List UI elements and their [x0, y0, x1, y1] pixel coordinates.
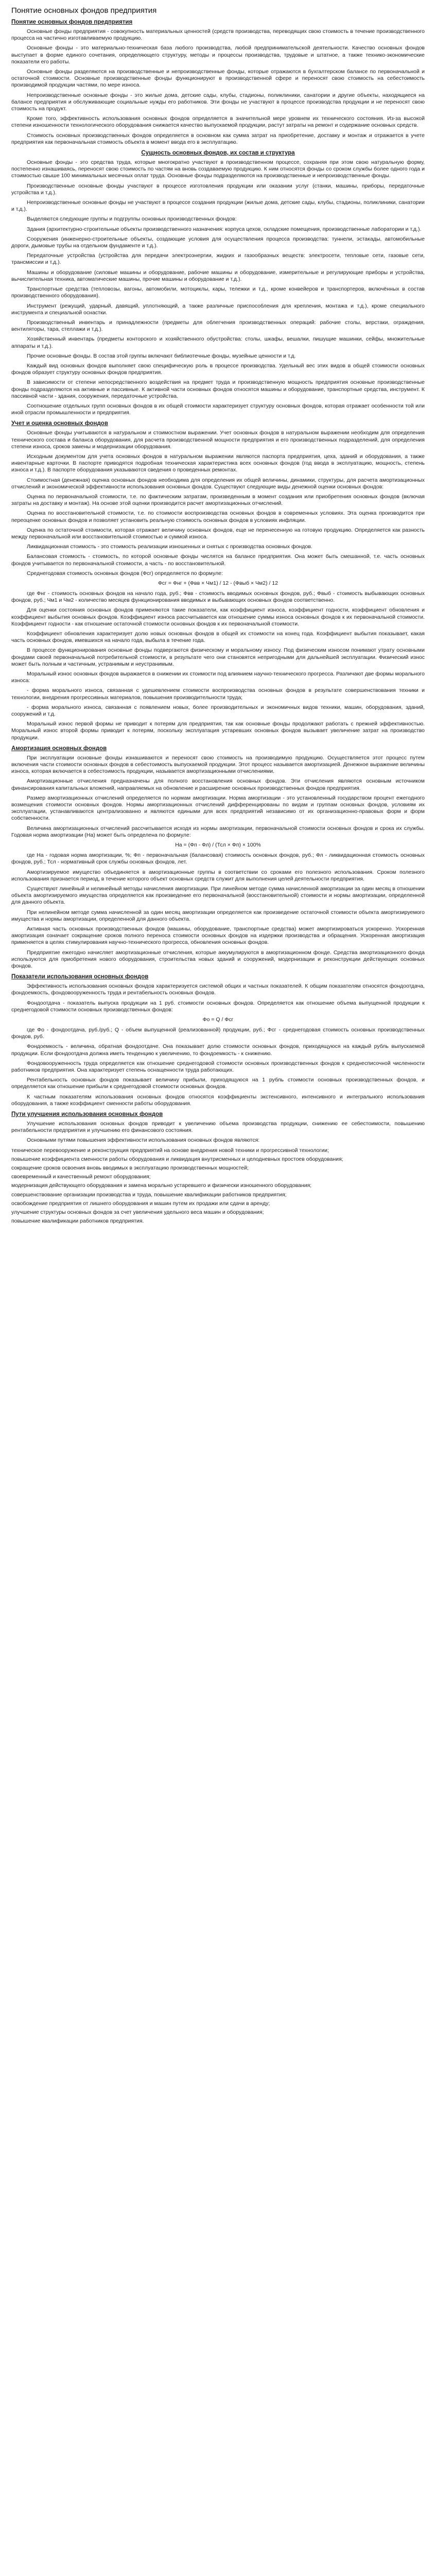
page-title: Понятие основных фондов предприятия [11, 6, 157, 15]
list-item: техническое перевооружение и реконструкция предприятий на основе внедрения новой техники и прогрессивной технологии; [11, 1147, 329, 1154]
paragraph: Основные фонды - это средства труда, которые многократно участвуют в производственном процессе, сохраняя при этом свою натуральную форму, постепенно изнашиваясь, переносят свою стоимость по частям на вновь создаваемую продукцию. К ним относятся фонды со сроком службы более одного года и стоимостью свыше 100 минимальных месячных оплат труда. Основные фонды подразделяются на производственные и непроизводственные фонды. [11, 159, 425, 179]
list-item: совершенствование организации производства и труда, повышение квалификации работников предприятия; [11, 1191, 287, 1198]
paragraph: Размер амортизационных отчислений определяется по нормам амортизации. Норма амортизации - это установленный государством процент ежегодного возмещения стоимости основных фондов. Нормы амортизационных отчислений дифференцированы по видам и группам основных фондов, условиям их эксплуатации, устанавливаются централизованно и являются едиными для всех предприятий независимо от их организационно-правовых форм и форм собственности. [11, 794, 425, 822]
paragraph: Для оценки состояния основных фондов применяются такие показатели, как коэффициент износа, коэффициент годности, коэффициент обновления и коэффициент выбытия основных фондов. Коэффициент износа рассчитывается как отношение суммы износа основных фондов к их первоначальной стоимости. Коэффициент годности - как отношение остаточной стоимости основных фондов к их первоначальной стоимости. [11, 607, 425, 627]
section [11, 150, 425, 416]
paragraph: Стоимостная (денежная) оценка основных фондов необходима для определения их общей величины, динамики, структуры, для расчета амортизационных отчислений и экономической эффективности использования основных фондов. Существуют следующие виды денежной оценки основных фондов: [11, 477, 425, 490]
paragraph: Здания (архитектурно-строительные объекты производственного назначения: корпуса цехов, складские помещения, производственные лаборатории и т.д.). [27, 226, 422, 232]
paragraph: При нелинейном методе сумма начисленной за один месяц амортизации определяется как произведение остаточной стоимости объекта амортизируемого имущества и нормы амортизации, определенной для данного объекта. [11, 909, 425, 922]
bullet-list [11, 1147, 425, 1225]
paragraph: Транспортные средства (тепловозы, вагоны, автомобили, мотоциклы, кары, тележки и т.д., кроме конвейеров и транспортеров, включённых в состав производственного оборудования). [11, 286, 425, 299]
paragraph: Основные фонды - это материально-техническая база любого производства, любой предпринимательской деятельности. Качество основных фондов выступает в форме единого сочетания, определяющего структуру, методы и процессы производства, трудовые и штатное, а также технико-экономические показатели его работы. [11, 45, 425, 65]
paragraph: Балансовая стоимость - стоимость, по которой основные фонды числятся на балансе предприятия. Она может быть смешанной, т.е. часть основных фондов учитывается по первоначальной стоимости, а часть - по восстановительной. [11, 553, 425, 567]
paragraph: В зависимости от степени непосредственного воздействия на предмет труда и производственную мощность предприятия основные производственные фонды подразделяются на активные и пассивные. К активной части основных фондов относятся машины и оборудование, транспортные средства, инструмент. К пассивной части - здания, сооружения, передаточные устройства. [11, 379, 425, 399]
paragraph: Основные фонды разделяются на производственные и непроизводственные фонды, которые отражаются в бухгалтерском балансе по первоначальной и остаточной стоимости. Основные производственные фонды функционируют в производственной сфере и переносят свою стоимость на себестоимость производимой продукции частями, по мере износа. [11, 69, 425, 89]
list-item: сокращение сроков освоения вновь вводимых в эксплуатацию производственных мощностей; [11, 1165, 249, 1171]
paragraph: Соотношение отдельных групп основных фондов в их общей стоимости характеризует структуру основных фондов, которая отражает особенности той или иной отрасли промышленности и предприятия. [11, 402, 425, 416]
paragraph: Исходным документом для учета основных фондов в натуральном выражении являются паспорта предприятия, цеха, зданий и оборудования, а также инвентарные карточки. В паспорте приводятся подробная техническая характеристика всех основных фондов (год ввода в эксплуатацию, мощность, степень износа и т.д.). В паспорте оборудования указываются сведения о проведенных ремонтах. [11, 453, 425, 473]
paragraph: Непроизводственные основные фонды - это жилые дома, детские сады, клубы, стадионы, поликлиники, санатории и другие объекты, находящиеся на балансе предприятия и обслуживающие социальные нужды его работников. Эти фонды не участвуют в процессе производства продукции и не переносят свою стоимость на продукт. [11, 92, 425, 112]
paragraph: В процессе функционирования основные фонды подвергаются физическому и моральному износу. Под физическим износом понимают утрату основными фондами своей первоначальной потребительной стоимости, в результате чего они становятся непригодными для дальнейшей эксплуатации. Физический износ может быть полным и частичным, устранимым и неустранимым. [11, 647, 425, 667]
paragraph: Инструмент (режущий, ударный, давящий, уплотняющий, а также различные приспособления для крепления, монтажа и т.д.), кроме специального инструмента и специальной оснастки. [11, 302, 425, 316]
section-heading: Пути улучшения использования основных фондов [11, 1111, 163, 1117]
paragraph: Величина амортизационных отчислений рассчитывается исходя из нормы амортизации, первоначальной стоимости основных фондов и срока их службы. Годовая норма амортизации (На) может быть определена по формуле: [11, 825, 425, 838]
paragraph: - форма морального износа, связанная с появлением новых, более производительных и экономичных видов техники, машин, оборудования, зданий, сооружений и т.д. [11, 704, 425, 718]
paragraph: Амортизационные отчисления предназначены для полного восстановления основных фондов. Эти отчисления являются основным источником финансирования капитальных вложений, направляемых на обновление и расширение основных производственных фондов предприятия. [11, 778, 425, 791]
paragraph: Машины и оборудование (силовые машины и оборудование, рабочие машины и оборудование, измерительные и регулирующие приборы и устройства, вычислительная техника, автоматические машины, прочие машины и оборудование и т.д.). [11, 269, 425, 282]
list-item: повышение коэффициента сменности работы оборудования и ликвидация внутрисменных и целодневных простоев оборудования; [11, 1156, 343, 1162]
paragraph: Выделяются следующие группы и подгруппы основных производственных фондов: [27, 216, 237, 223]
list-item: своевременный и качественный ремонт оборудования; [11, 1174, 151, 1180]
section [11, 19, 425, 146]
paragraph: Коэффициент обновления характеризует долю новых основных фондов в общей их стоимости на конец года. Коэффициент выбытия показывает, какая часть основных фондов, имевшихся на начало года, выбыла в течение года. [11, 631, 425, 644]
paragraph: Оценка по восстановительной стоимости, т.е. по стоимости воспроизводства основных фондов в современных условиях. Эта оценка производится при переоценке основных фондов и позволяет установить реальную стоимость основных фондов в условиях инфляции. [11, 510, 425, 523]
section [11, 420, 425, 741]
paragraph: где На - годовая норма амортизации, %; Фп - первоначальная (балансовая) стоимость основных фондов, руб.; Фл - ликвидационная стоимость основных фондов, руб.; Тсл - нормативный срок службы основных фондов, лет. [11, 852, 425, 866]
paragraph: Прочие основные фонды. В состав этой группы включают библиотечные фонды, музейные ценности и т.д. [27, 352, 296, 359]
section [11, 974, 425, 1107]
paragraph: Амортизируемое имущество объединяется в амортизационные группы в соответствии со сроками его полезного использования. Сроком полезного использования признается период, в течение которого объект основных средств служит для выполнения целей деятельности предприятия. [11, 869, 425, 882]
paragraph: Непроизводственные основные фонды не участвуют в процессе создания продукции (жилые дома, детские сады, клубы, стадионы, поликлиники, санатории и т.д.). [11, 199, 425, 213]
paragraph: Предприятие ежегодно начисляет амортизационные отчисления, которые аккумулируются в амортизационном фонде. Средства амортизационного фонда используются для приобретения нового оборудования, строительства новых зданий и сооружений, модернизации и реконструкции действующих основных фондов. [11, 949, 425, 969]
paragraph: Кроме того, эффективность использования основных фондов определяется в значительной мере уровнем их технического состояния. Из-за высокой степени изношенности технологического оборудования снижается качество выпускаемой продукции, растут затраты на ремонт и содержание основных средств. [11, 115, 425, 129]
formula: На = (Фп - Фл) / (Тсл × Фп) × 100% [175, 842, 261, 849]
list-item: освобождение предприятия от лишнего оборудования и машин путем их продажи или сдачи в аренду; [11, 1200, 270, 1207]
paragraph: Оценка по остаточной стоимости, которая отражает величину основных фондов, еще не перенесенную на готовую продукцию. Определяется как разность между первоначальной или восстановительной стоимостью и суммой износа. [11, 527, 425, 540]
section-heading: Учет и оценка основных фондов [11, 420, 108, 427]
section-heading: Амортизация основных фондов [11, 745, 107, 752]
section-heading: Понятие основных фондов предприятия [11, 19, 133, 25]
paragraph: Передаточные устройства (устройства для передачи электроэнергии, жидких и газообразных веществ: электросети, тепловые сети, газовые сети, трансмиссии и т.д.). [11, 252, 425, 266]
paragraph: Моральный износ первой формы не приводит к потерям для предприятия, так как основные фонды продолжают работать с прежней эффективностью. Моральный износ второй формы приводит к потерям, поскольку эксплуатация устаревших основных фондов вызывает увеличение затрат на производство продукции. [11, 721, 425, 741]
section [11, 1111, 425, 1225]
paragraph: Моральный износ основных фондов выражается в снижении их стоимости под влиянием научно-технического прогресса. Различают две формы морального износа: [11, 671, 425, 684]
paragraph: Производственные основные фонды участвуют в процессе изготовления продукции или оказании услуг (станки, машины, приборы, передаточные устройства и т.д.). [11, 182, 425, 196]
paragraph: Стоимость основных производственных фондов определяется в основном как сумма затрат на приобретение, доставку и монтаж и отражается в учете предприятия как первоначальная стоимость объекта в момент ввода его в эксплуатацию. [11, 132, 425, 145]
paragraph: Среднегодовая стоимость основных фондов (Фсг) определяется по формуле: [27, 570, 223, 577]
paragraph: Каждый вид основных фондов выполняет свою специфическую роль в процессе производства. Удельный вес этих видов в общей стоимости основных фондов образует структуру основных фондов предприятия. [11, 362, 425, 376]
paragraph: Эффективность использования основных фондов характеризуется системой общих и частных показателей. К общим показателям относятся фондоотдача, фондоемкость, фондовооруженность труда и рентабельность основных фондов. [11, 983, 425, 996]
paragraph: Существуют линейный и нелинейный методы начисления амортизации. При линейном методе сумма начисленной амортизации за один месяц в отношении объекта амортизируемого имущества определяется как произведение его первоначальной (восстановительной) стоимости и нормы амортизации, определенной для данного объекта. [11, 885, 425, 906]
formula: Фсг = Фнг + (Фвв × Чм1) / 12 - (Фвыб × Чм2) / 12 [158, 580, 278, 586]
paragraph: Рентабельность основных фондов показывает величину прибыли, приходящуюся на 1 рубль стоимости основных производственных фондов, и определяется как отношение прибыли к среднегодовой стоимости основных фондов. [11, 1077, 425, 1090]
paragraph: Сооружения (инженерно-строительные объекты, создающие условия для осуществления процесса производства: туннели, эстакады, автомобильные дороги, дымовые трубы на отдельном фундаменте и т.д.). [11, 235, 425, 249]
section-heading: Сущность основных фондов, их состав и структура [141, 150, 295, 157]
paragraph: Основные фонды предприятия - совокупность материальных ценностей (средств производства, переводящих свою стоимость в течение производственного процесса на частично изготавливаемую продукцию. [11, 28, 425, 42]
paragraph: Улучшение использования основных фондов приводит к увеличению объема производства продукции, снижению ее себестоимости, повышению рентабельности предприятия и улучшению его финансового состояния. [11, 1120, 425, 1134]
list-item: улучшение структуры основных фондов за счет увеличения удельного веса машин и оборудования; [11, 1209, 264, 1216]
paragraph: Фондовооруженность труда определяется как отношение среднегодовой стоимости основных производственных фондов к среднесписочной численности работников предприятия. Она характеризует степень оснащенности труда работающих. [11, 1060, 425, 1073]
section-heading: Показатели использования основных фондов [11, 974, 149, 980]
paragraph: Оценка по первоначальной стоимости, т.е. по фактическим затратам, произведенным в момент создания или приобретения основных фондов (включая затраты на доставку и монтаж). На основе этой оценки производится расчет амортизационных отчислений. [11, 493, 425, 507]
section [11, 745, 425, 970]
paragraph: где Фо - фондоотдача, руб./руб.; Q - объем выпущенной (реализованной) продукции, руб.; Фсг - среднегодовая стоимость основных производственных фондов, руб. [11, 1026, 425, 1040]
paragraph: Ликвидационная стоимость - это стоимость реализации изношенных и снятых с производства основных фондов. [27, 544, 312, 550]
paragraph: К частным показателям использования основных фондов относятся коэффициенты экстенсивного, интенсивного и интегрального использования оборудования, а также коэффициент сменности работы оборудования. [11, 1093, 425, 1107]
document-page [0, 0, 436, 1225]
paragraph: Активная часть основных производственных фондов (машины, оборудование, транспортные средства) может амортизироваться ускоренно. Ускоренная амортизация означает сокращение сроков полного переноса стоимости основных фондов на издержки производства и обращения. Ускоренная амортизация применяется в целях стимулирования научно-технического прогресса, обновления основных фондов. [11, 925, 425, 946]
paragraph: Фондоемкость - величина, обратная фондоотдаче. Она показывает долю стоимости основных фондов, приходящуюся на каждый рубль выпускаемой продукции. Если фондоотдача должна иметь тенденцию к увеличению, то фондоемкость - к снижению. [11, 1043, 425, 1057]
paragraph: Основные фонды учитываются в натуральном и стоимостном выражении. Учет основных фондов в натуральном выражении необходим для определения технического состава и баланса оборудования, для расчета производственной мощности предприятия и его производственных подразделений, для определения степени износа, сроков замены и модернизации оборудования. [11, 430, 425, 450]
paragraph: Фондоотдача - показатель выпуска продукции на 1 руб. стоимости основных фондов. Определяется как отношение объема выпущенной продукции к среднегодовой стоимости основных производственных фондов: [11, 999, 425, 1013]
paragraph: Основными путями повышения эффективности использования основных фондов являются: [27, 1137, 260, 1144]
formula: Фо = Q / Фсг [202, 1016, 234, 1023]
paragraph: При эксплуатации основные фонды изнашиваются и переносят свою стоимость на производимую продукцию. Осуществляется этот процесс путем включения части стоимости основных фондов в себестоимость выпускаемой продукции. Этот процесс называется амортизацией. Денежное выражение величины износа, которая включается в себестоимость продукции, называется амортизационными отчислениями. [11, 754, 425, 775]
paragraph: Производственный инвентарь и принадлежности (предметы для облегчения производственных операций: рабочие столы, верстаки, ограждения, вентиляторы, тара, стеллажи и т.д.). [11, 319, 425, 333]
paragraph: Хозяйственный инвентарь (предметы конторского и хозяйственного обустройства: столы, шкафы, вешалки, пишущие машинки, сейфы, множительные аппараты и т.д.). [11, 336, 425, 349]
list-item: повышение квалификации работников предприятия. [11, 1218, 144, 1225]
list-item: модернизация действующего оборудования и замена морально устаревшего и физически изношенного оборудования; [11, 1182, 312, 1189]
paragraph: - форма морального износа, связанная с удешевлением стоимости воспроизводства основных фондов в результате совершенствования техники и технологии, внедрения прогрессивных материалов, повышения производительности труда; [11, 687, 425, 701]
paragraph: где Фнг - стоимость основных фондов на начало года, руб.; Фвв - стоимость вводимых основных фондов, руб.; Фвыб - стоимость выбывающих основных фондов, руб.; Чм1 и Чм2 - количество месяцев функционирования вводимых и выбывающих основных фондов соответственно. [11, 590, 425, 604]
